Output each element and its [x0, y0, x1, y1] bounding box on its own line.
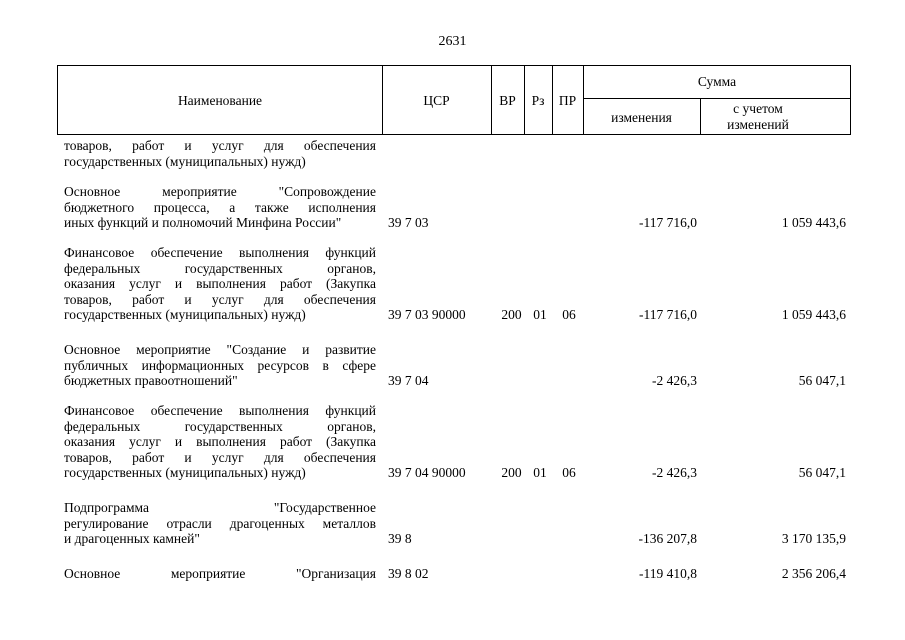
row-name — [64, 342, 376, 389]
row-name-line: товаров, работ и услуг для обеспечения — [64, 449, 376, 465]
row-rz: 01 — [533, 307, 547, 323]
row-name-line: Финансовое обеспечение выполнения функций — [64, 403, 376, 418]
header-pr: ПР — [558, 93, 577, 108]
row-name-line: и драгоценных камней" — [64, 531, 200, 547]
row-name-line: Подпрограмма "Государственное — [64, 500, 376, 515]
row-name-line: Основное мероприятие "Создание и развитие — [64, 342, 376, 357]
row-name-line: оказания услуг и выполнения работ (Закупка — [64, 276, 376, 292]
row-name-line: оказания услуг и выполнения работ (Закупка — [64, 434, 376, 450]
header-csr: ЦСР — [423, 93, 450, 108]
header-rz: Рз — [531, 93, 545, 108]
header-with-change: с учетом изменений — [727, 101, 789, 132]
row-csr: 39 8 02 — [388, 566, 429, 581]
row-name-line: товаров, работ и услуг для обеспечения — [64, 138, 376, 153]
row-name-line: государственных (муниципальных) нужд) — [64, 307, 306, 323]
row-name — [64, 138, 376, 169]
row-name-line: публичных информационных ресурсов в сфере — [64, 357, 376, 373]
row-csr: 39 8 — [388, 531, 412, 547]
row-change: -136 207,8 — [638, 531, 697, 547]
row-name — [64, 403, 376, 481]
row-name — [64, 566, 376, 582]
row-name-line: федеральных государственных органов, — [64, 260, 376, 276]
row-name-line: Основное мероприятие "Сопровождение — [64, 184, 376, 199]
row-name-line: федеральных государственных органов, — [64, 418, 376, 434]
row-name-line: Основное мероприятие "Организация — [64, 566, 376, 581]
header-change: изменения — [611, 110, 672, 125]
row-name — [64, 245, 376, 323]
row-name-line: бюджетных правоотношений" — [64, 373, 238, 389]
row-name-line: товаров, работ и услуг для обеспечения — [64, 291, 376, 307]
row-name-line: государственных (муниципальных) нужд) — [64, 153, 306, 169]
header-name: Наименование — [177, 93, 263, 108]
row-total: 1 059 443,6 — [781, 215, 846, 231]
row-name-line: бюджетного процесса, а также исполнения — [64, 199, 376, 215]
row-name-line: иных функций и полномочий Минфина России" — [64, 215, 342, 231]
row-change: -2 426,3 — [652, 465, 697, 481]
row-pr: 06 — [562, 465, 576, 481]
row-total: 56 047,1 — [798, 465, 846, 481]
row-change: -119 410,8 — [639, 566, 697, 581]
row-name — [64, 500, 376, 547]
row-name-line: государственных (муниципальных) нужд) — [64, 465, 306, 481]
row-vr: 200 — [501, 465, 522, 481]
header-vr: ВР — [499, 93, 516, 108]
row-pr: 06 — [562, 307, 576, 323]
row-vr: 200 — [501, 307, 522, 323]
row-change: -117 716,0 — [639, 307, 697, 323]
row-name — [64, 184, 376, 231]
row-csr: 39 7 04 — [388, 373, 429, 389]
row-total: 2 356 206,4 — [781, 566, 846, 581]
row-csr: 39 7 03 — [388, 215, 429, 231]
row-change: -2 426,3 — [652, 373, 697, 389]
row-change: -117 716,0 — [639, 215, 697, 231]
row-name-line: регулирование отрасли драгоценных металлов — [64, 515, 376, 531]
header-sum: Сумма — [697, 74, 737, 89]
row-csr: 39 7 03 90000 — [388, 307, 466, 323]
row-total: 1 059 443,6 — [781, 307, 846, 323]
row-name-line: Финансовое обеспечение выполнения функций — [64, 245, 376, 260]
page-number: 2631 — [438, 34, 467, 49]
row-rz: 01 — [533, 465, 547, 481]
row-total: 56 047,1 — [798, 373, 846, 389]
row-csr: 39 7 04 90000 — [388, 465, 466, 481]
row-total: 3 170 135,9 — [781, 531, 846, 547]
